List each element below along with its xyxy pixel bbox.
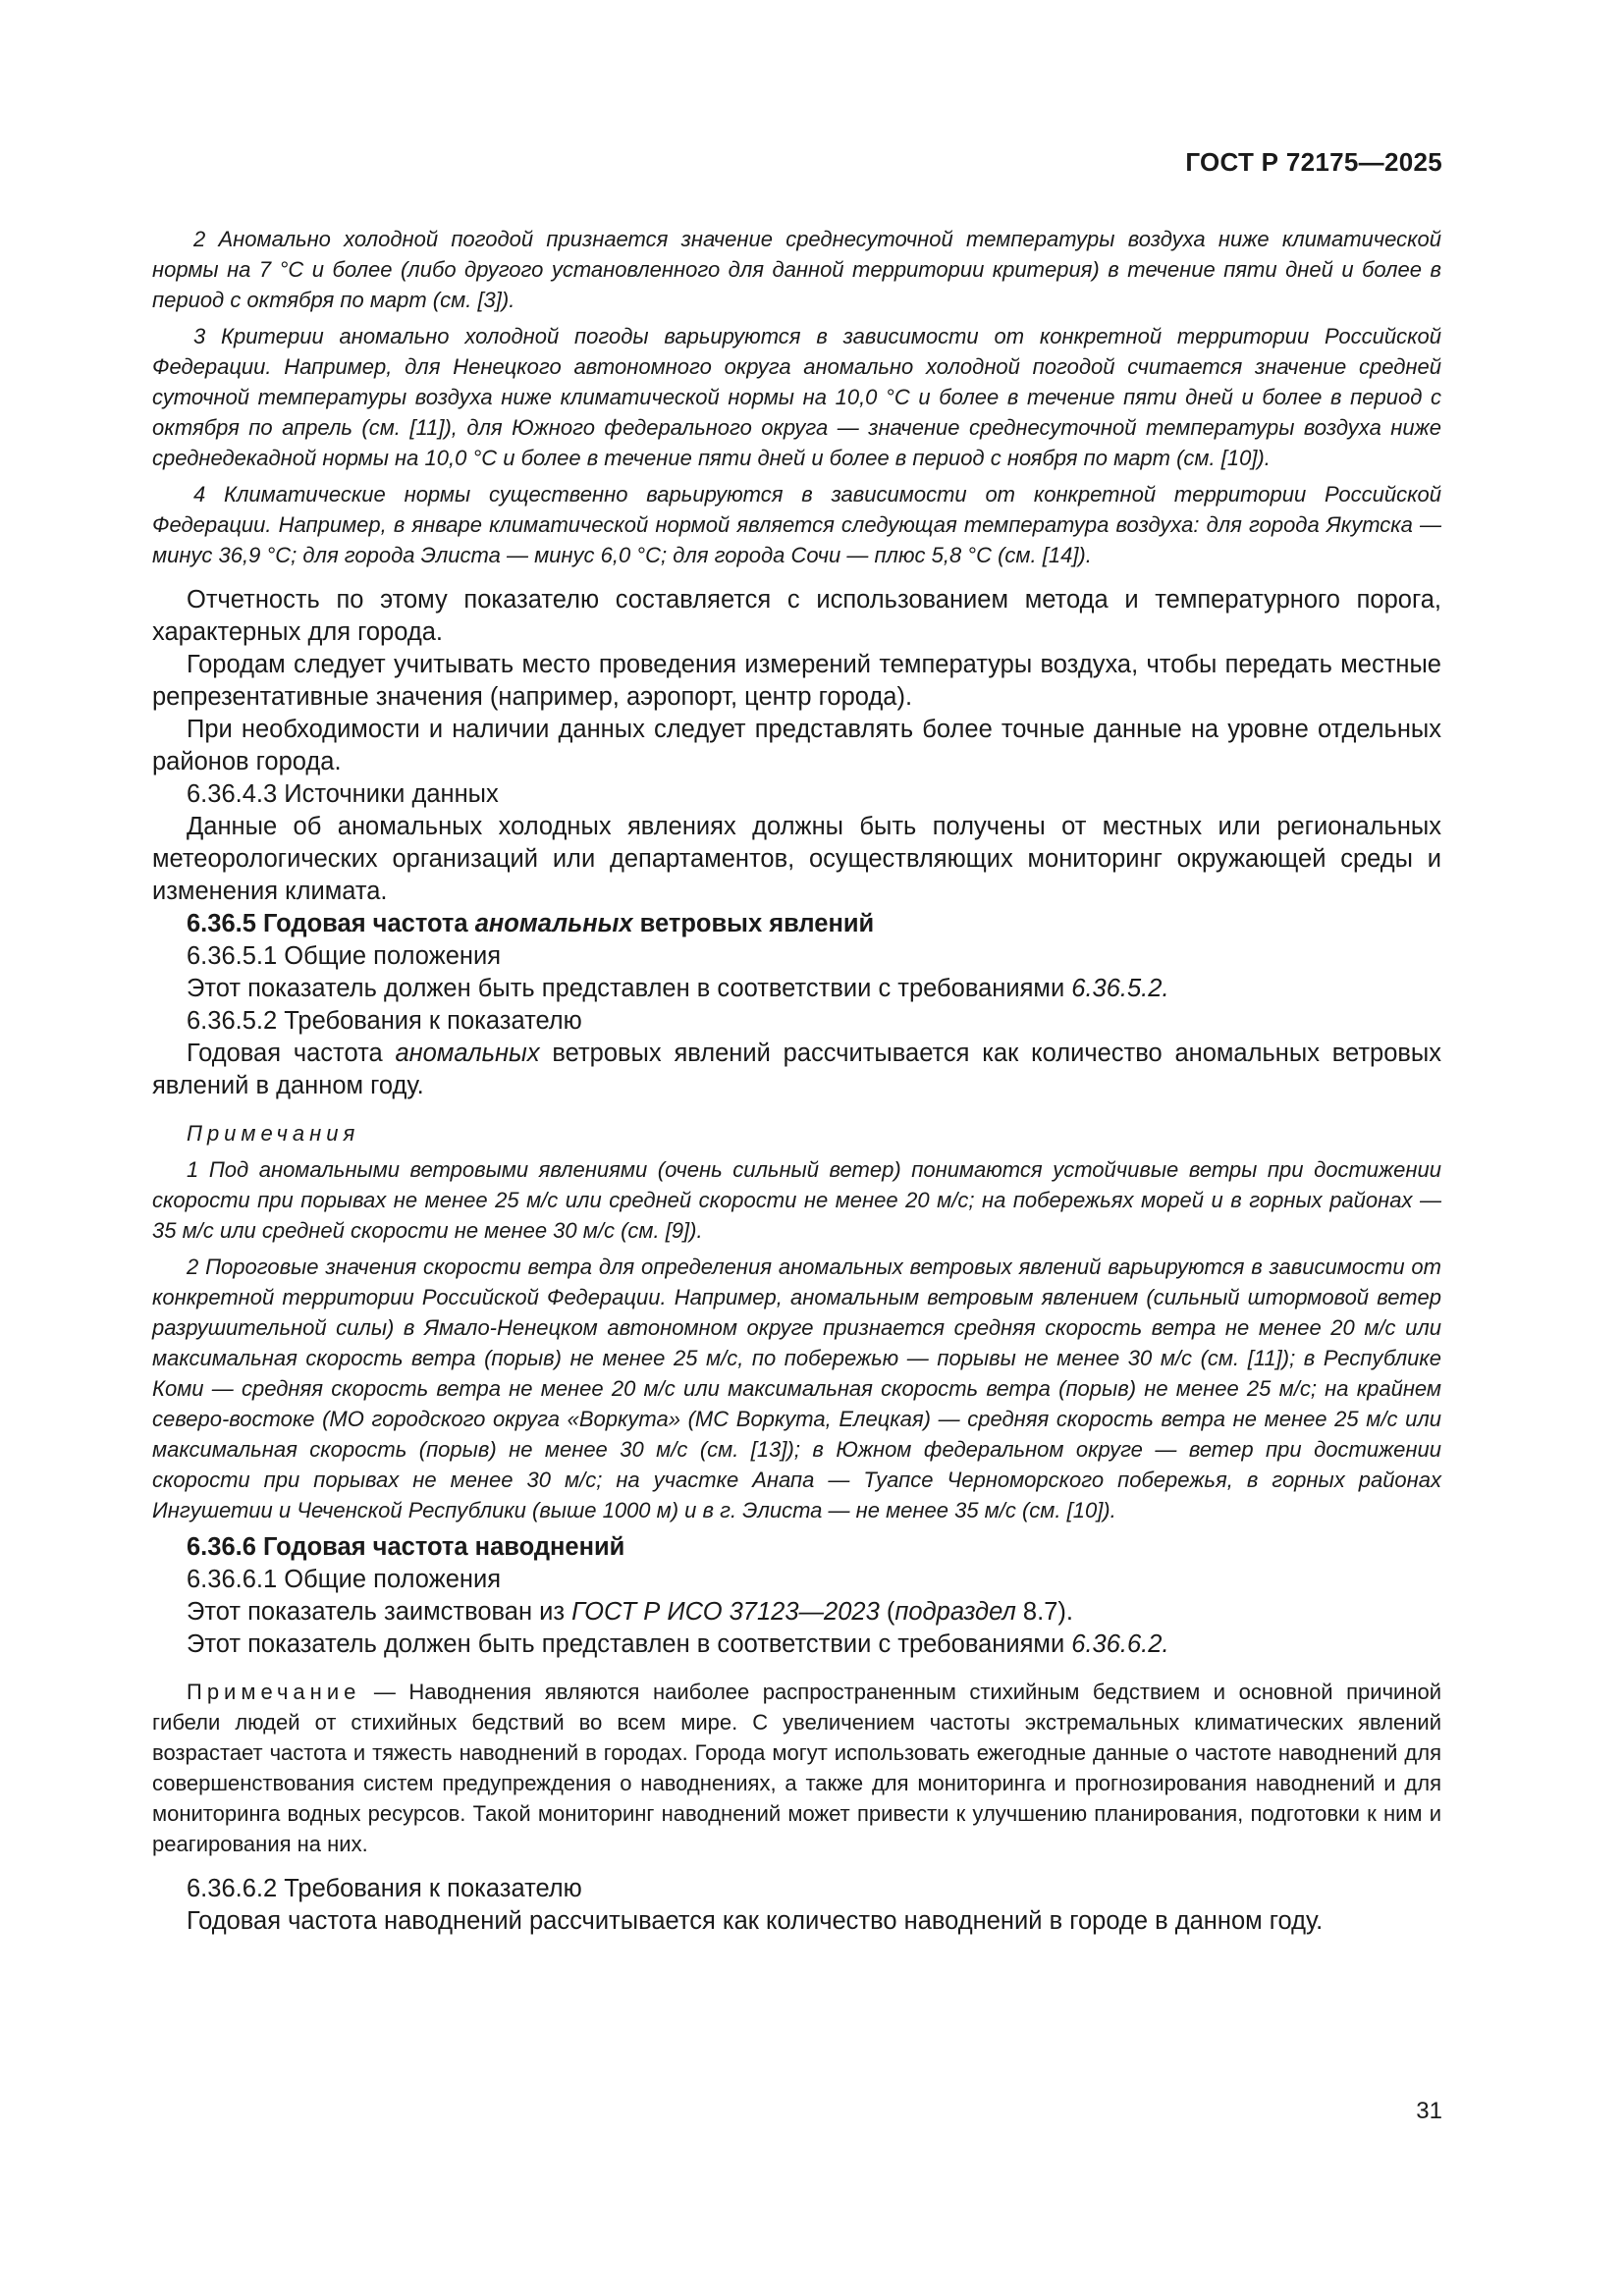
reference-6-36-5-2: 6.36.5.2. (1071, 975, 1169, 1002)
paragraph-6-36-6-1-source: Этот показатель заимствован из ГОСТ Р ИСО 37123—2023 (подраздел 8.7). (187, 1598, 1073, 1626)
note-4-climate-norms: 4 Климатические нормы существенно варьируются в зависимости от конкретной территории Российской Федерации. Например, в январе климатической нормой является следующая температура воздуха: для города Якутска — минус 36,9 °С; для города Элиста — минус 6,0 °С; для города Сочи — плюс 5,8 °С (см. [14]). (152, 482, 1441, 567)
paragraph-6-36-6-1-requirements: Этот показатель должен быть представлен в соответствии с требованиями 6.36.6.2. (187, 1630, 1169, 1658)
note-2-cold-weather: 2 Аномально холодной погодой признается значение среднесуточной температуры воздуха ниже климатической нормы на 7 °С и более (либо другого установленного для данной территории критерия) в течение пяти дней и более в период с октября по март (см. [3]). (152, 227, 1441, 312)
paragraph-6-36-5-1: Этот показатель должен быть представлен в соответствии с требованиями 6.36.5.2. (187, 975, 1169, 1002)
page-content (152, 224, 1441, 1938)
reference-6-36-6-2: 6.36.6.2. (1071, 1630, 1169, 1658)
reference-gost-iso: ГОСТ Р ИСО 37123—2023 (571, 1598, 880, 1626)
section-6-36-6-1-title: 6.36.6.1 Общие положения (187, 1566, 502, 1593)
section-6-36-4-3-title: 6.36.4.3 Источники данных (187, 780, 499, 808)
section-6-36-6-2-title: 6.36.6.2 Требования к показателю (187, 1875, 582, 1902)
paragraph-reporting: Отчетность по этому показателю составляется с использованием метода и температурного порога, характерных для города. (152, 586, 1441, 646)
paragraph-6-36-5-2: Годовая частота аномальных ветровых явлений рассчитывается как количество аномальных ветровых явлений в данном году. (152, 1040, 1442, 1099)
notes-title: Примечания (187, 1121, 360, 1146)
paragraph-6-36-6-2: Годовая частота наводнений рассчитывается как количество наводнений в городе в данном году. (187, 1907, 1324, 1935)
section-6-36-5-2-title: 6.36.5.2 Требования к показателю (187, 1007, 582, 1035)
note-3-cold-criteria: 3 Критерии аномально холодной погоды варьируются в зависимости от конкретной территории Российской Федерации. Например, для Ненецкого автономного округа аномально холодной погодой считается значение средней суточной температуры воздуха ниже климатической нормы на 10,0 °С и более в течение пяти дней и более в период с октября по апрель (см. [11]), для Южного федерального округа — значение среднесуточной температуры воздуха ниже среднедекадной нормы на 10,0 °С и более в течение пяти дней и более в период с ноября по март (см. [10]). (152, 324, 1441, 470)
section-6-36-5-1-title: 6.36.5.1 Общие положения (187, 942, 502, 970)
section-6-36-6-heading: 6.36.6 Годовая частота наводнений (187, 1533, 625, 1561)
paragraph-data-sources: Данные об аномальных холодных явлениях должны быть получены от местных или региональных метеорологических организаций или департаментов, осуществляющих мониторинг окружающей среды и изменения климата. (152, 813, 1441, 905)
note-1-wind: 1 Под аномальными ветровыми явлениями (очень сильный ветер) понимаются устойчивые ветры при достижении скорости при порывах не менее 25 м/с или средней скорости не менее 20 м/с; на побережьях морей и в горных районах — 35 м/с или средней скорости не менее 30 м/с (см. [9]). (152, 1157, 1441, 1243)
page-number: 31 (1416, 2098, 1442, 2124)
document-code-header: ГОСТ Р 72175—2025 (1185, 147, 1442, 177)
note-floods: Примечание — Наводнения являются наиболее распространенным стихийным бедствием и основной причиной гибели людей от стихийных бедствий во всем мире. С увеличением частоты экстремальных климатических явлений возрастает частота и тяжесть наводнений в городах. Города могут использовать ежегодные данные о частоте наводнений для совершенствования систем предупреждения о наводнениях, а также для мониторинга и прогнозирования наводнений и для мониторинга водных ресурсов. Такой мониторинг наводнений может привести к улучшению планирования, подготовки к ним и реагирования на них. (152, 1680, 1441, 1856)
paragraph-district-data: При необходимости и наличии данных следует представлять более точные данные на уровне отдельных районов города. (152, 716, 1441, 775)
section-6-36-5-heading: 6.36.5 Годовая частота аномальных ветровых явлений (187, 910, 875, 937)
note-2-wind-thresholds: 2 Пороговые значения скорости ветра для определения аномальных ветровых явлений варьируются в зависимости от конкретной территории Российской Федерации. Например, аномальным ветровым явлением (сильный штормовой ветер разрушительной силы) в Ямало-Ненецком автономном округе признается средняя скорость ветра не менее 20 м/с или максимальная скорость ветра (порыв) не менее 25 м/с, по побережью — порывы не менее 30 м/с (см. [11]); в Республике Коми — средняя скорость ветра не менее 20 м/с или максимальная скорость ветра (порыв) не менее 25 м/с; на крайнем северо-востоке (МО городского округа «Воркута» (МС Воркута, Елецкая) — средняя скорость ветра не менее 25 м/с или максимальная скорость (порыв) не менее 30 м/с (см. [13]); в Южном федеральном округе — ветер при достижении скорости при порывах не менее 30 м/с; на участке Анапа — Туапсе Черноморского побережья, в горных районах Ингушетии и Чеченской Республики (выше 1000 м) и в г. Элиста — не менее 35 м/с (см. [10]). (152, 1255, 1441, 1522)
paragraph-measurement-place: Городам следует учитывать место проведения измерений температуры воздуха, чтобы передать местные репрезентативные значения (например, аэропорт, центр города). (152, 651, 1441, 711)
